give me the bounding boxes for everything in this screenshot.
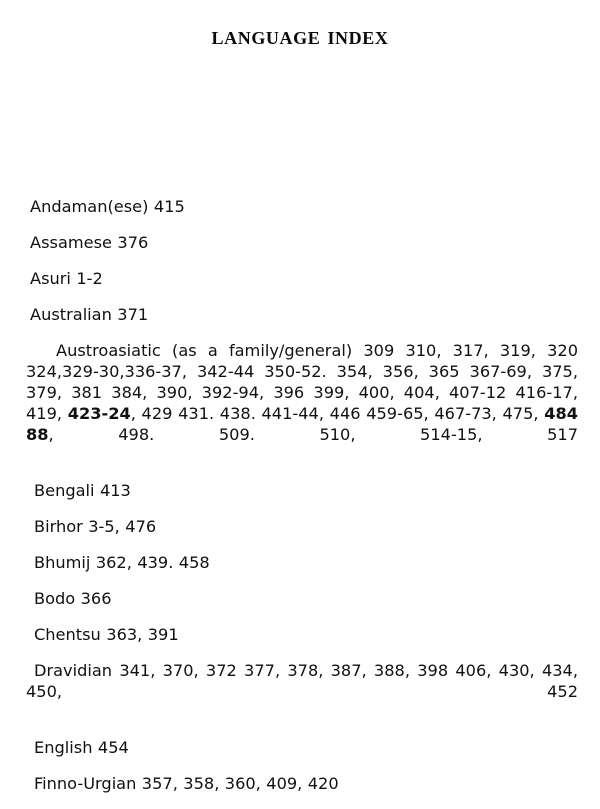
index-entry-english — [26, 737, 578, 758]
index-entry-chentsu — [26, 624, 578, 645]
index-reference-bold: 484 88 — [26, 404, 578, 444]
index-entry-text: Asuri 1-2 — [30, 269, 103, 288]
index-entry-australian — [26, 304, 578, 325]
index-entry-text: Birhor 3-5, 476 — [34, 517, 157, 536]
index-entry-finno-urgian — [26, 773, 578, 794]
index-entry-text: Bodo 366 — [34, 589, 112, 608]
index-entry-bhumij — [26, 552, 578, 573]
index-entry-text: Chentsu 363, 391 — [34, 625, 179, 644]
index-entry-dravidian — [26, 660, 578, 723]
index-entry-text: Andaman(ese) 415 — [30, 197, 185, 216]
index-entry-asuri — [26, 268, 578, 289]
index-entry-text: Australian 371 — [30, 305, 149, 324]
index-entry-text: Assamese 376 — [30, 233, 149, 252]
index-entry-austroasiatic — [26, 340, 578, 466]
index-reference-text: Austroasiatic (as a family/general) 309 310, 317, 319, 320 324,329-30,336-37, 342-44 350-52. 354, 356, 365 367-69, 375, 379, 381 384, 390, 392-94, 396 399, 400, 404, 407-12 416-17, 419, — [26, 341, 578, 423]
index-entry-assamese — [26, 232, 578, 253]
index-entry-text: English 454 — [34, 738, 129, 757]
page-title: language index — [211, 21, 389, 51]
index-reference-text: , 498. 509. 510, 514-15, 517 — [48, 425, 578, 444]
index-entry-text: Finno-Urgian 357, 358, 360, 409, 420 — [34, 774, 339, 793]
index-entry-text: Dravidian 341, 370, 372 377, 378, 387, 388, 398 406, 430, 434, 450, 452 — [26, 661, 578, 701]
index-entry-andamanese — [26, 196, 578, 217]
index-entry-list — [26, 196, 578, 809]
index-entry-text: Bhumij 362, 439. 458 — [34, 553, 210, 572]
index-entry-bodo — [26, 588, 578, 609]
index-reference-text: , 429 431. 438. 441-44, 446 459-65, 467-73, 475, — [130, 404, 545, 423]
index-entry-text: Bengali 413 — [34, 481, 131, 500]
index-reference-bold: 423-24 — [67, 404, 131, 423]
index-entry-birhor — [26, 516, 578, 537]
index-entry-bengali — [26, 480, 578, 501]
